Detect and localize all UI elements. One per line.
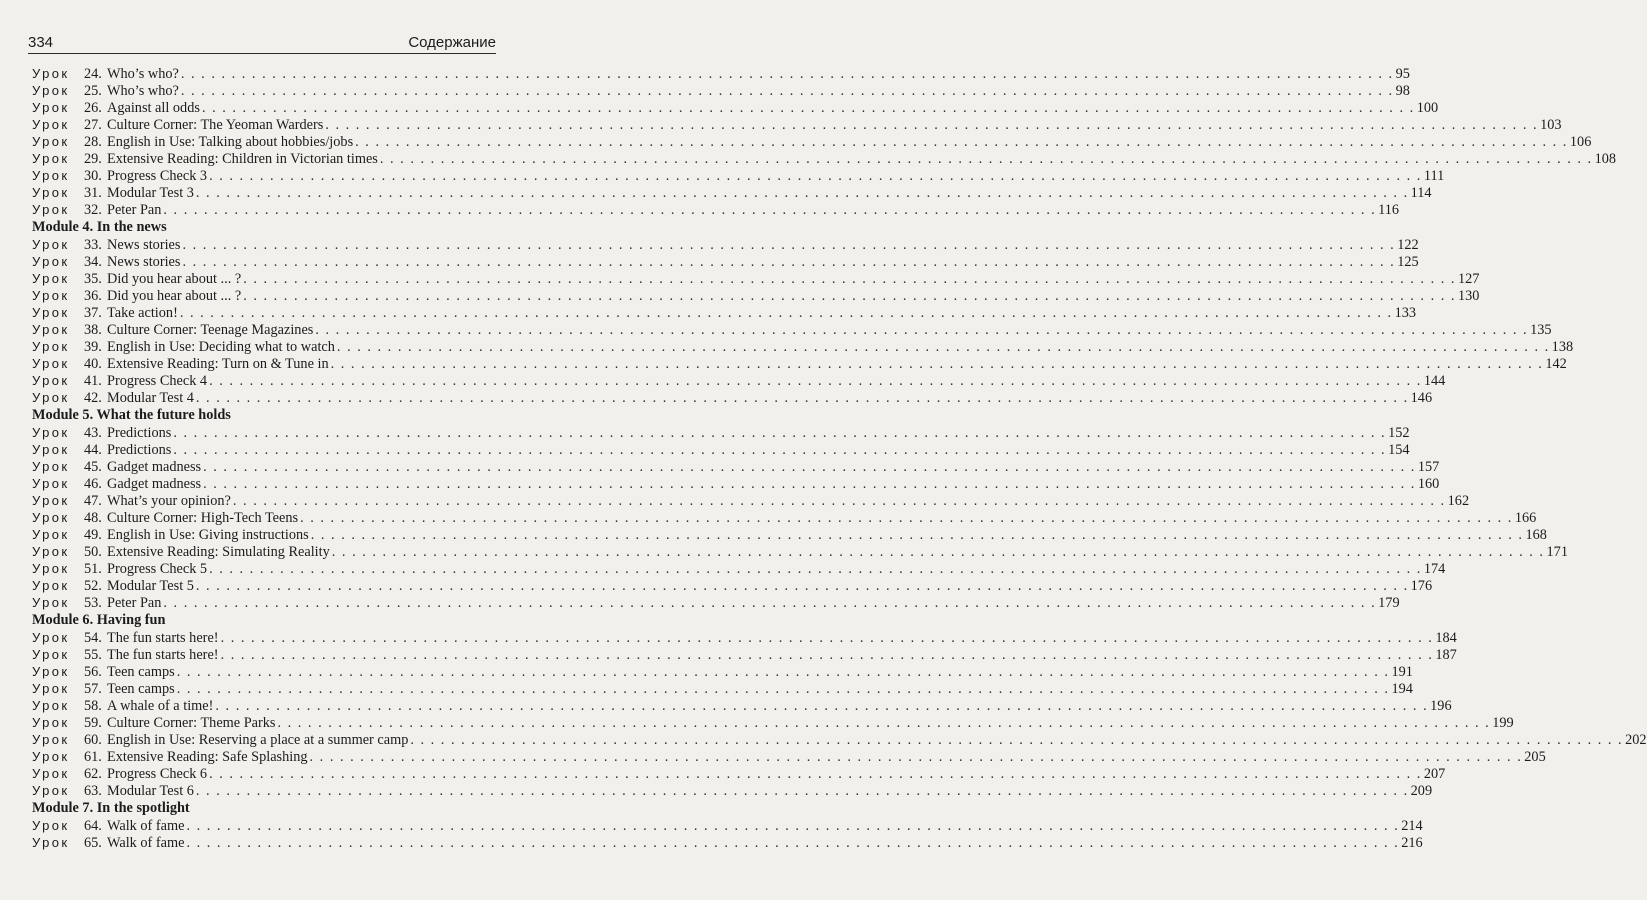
toc-entry: [32, 629, 1457, 646]
lesson-word-label: Урок: [32, 322, 70, 337]
lesson-word-label: Урок: [32, 510, 70, 525]
dot-leader: . . . . . . . . . . . . . . . . . . . . . . . . . . . . . . . . . . . . . . . . . . . . . . . . . . . . . . . . . . . . . . . . . . . . . . . . . . . . . . . . . . . . . . . . . . . . . . . . . . . . . . . . . . . . . . . . . . . . . . . .: [410, 732, 1624, 748]
toc-entry: [32, 458, 1440, 475]
lesson-number: 49.: [84, 527, 102, 543]
lesson-title: Did you hear about ... ?: [107, 288, 242, 304]
lesson-number: 55.: [84, 647, 102, 663]
lesson-title: Gadget madness: [107, 459, 202, 475]
toc-entry: [32, 543, 1568, 560]
lesson-number: 32.: [84, 202, 102, 218]
lesson-number: 57.: [84, 681, 102, 697]
lesson-title: News stories: [107, 254, 181, 270]
toc-entry: [32, 663, 1413, 680]
lesson-title: Take action!: [107, 305, 178, 321]
lesson-title: Modular Test 6: [107, 783, 194, 799]
module-heading: Module 7. In the spotlight: [32, 800, 190, 816]
dot-leader: . . . . . . . . . . . . . . . . . . . . . . . . . . . . . . . . . . . . . . . . . . . . . . . . . . . . . . . . . . . . . . . . . . . . . . . . . . . . . . . . . . . . . . . . . . . . . . . . . . . . . . . . . . . . . . . . . . . . . . . .: [186, 818, 1400, 834]
dot-leader: . . . . . . . . . . . . . . . . . . . . . . . . . . . . . . . . . . . . . . . . . . . . . . . . . . . . . . . . . . . . . . . . . . . . . . . . . . . . . . . . . . . . . . . . . . . . . . . . . . . . . . . . . . . . . . . . . . . . . . . .: [215, 698, 1429, 714]
lesson-page-number: 111: [1423, 168, 1445, 184]
dot-leader: . . . . . . . . . . . . . . . . . . . . . . . . . . . . . . . . . . . . . . . . . . . . . . . . . . . . . . . . . . . . . . . . . . . . . . . . . . . . . . . . . . . . . . . . . . . . . . . . . . . . . . . . . . . . . . . . . . . . . . . .: [310, 527, 1524, 543]
lesson-number: 43.: [84, 425, 102, 441]
lesson-title: English in Use: Talking about hobbies/jobs: [107, 134, 354, 150]
lesson-number: 40.: [84, 356, 102, 372]
lesson-word-label: Урок: [32, 254, 70, 269]
lesson-word-label: Урок: [32, 630, 70, 645]
lesson-number: 29.: [84, 151, 102, 167]
lesson-page-number: 194: [1391, 681, 1413, 697]
lesson-word-label: Урок: [32, 390, 70, 405]
lesson-page-number: 103: [1540, 117, 1562, 133]
lesson-word-label: Урок: [32, 356, 70, 371]
lesson-title: What’s your opinion?: [107, 493, 231, 509]
dot-leader: . . . . . . . . . . . . . . . . . . . . . . . . . . . . . . . . . . . . . . . . . . . . . . . . . . . . . . . . . . . . . . . . . . . . . . . . . . . . . . . . . . . . . . . . . . . . . . . . . . . . . . . . . . . . . . . . . . . . . . . .: [195, 578, 1409, 594]
lesson-word-label: Урок: [32, 202, 70, 217]
lesson-page-number: 157: [1417, 459, 1440, 475]
lesson-title: Extensive Reading: Children in Victorian times: [107, 151, 378, 167]
lesson-title: Modular Test 4: [107, 390, 194, 406]
toc-entry: [32, 167, 1445, 184]
toc-entry: [32, 372, 1446, 389]
lesson-word-label: Урок: [32, 749, 70, 764]
lesson-page-number: 174: [1423, 561, 1446, 577]
lesson-title: Progress Check 4: [107, 373, 208, 389]
lesson-word-label: Урок: [32, 578, 70, 593]
toc-entry: [32, 765, 1446, 782]
dot-leader: . . . . . . . . . . . . . . . . . . . . . . . . . . . . . . . . . . . . . . . . . . . . . . . . . . . . . . . . . . . . . . . . . . . . . . . . . . . . . . . . . . . . . . . . . . . . . . . . . . . . . . . . . . . . . . . . . . . . . . . .: [243, 271, 1456, 287]
lesson-title: Predictions: [107, 442, 172, 458]
lesson-title: Gadget madness: [107, 476, 202, 492]
lesson-word-label: Урок: [32, 83, 70, 98]
lesson-number: 54.: [84, 630, 102, 646]
running-title: Содержание: [408, 34, 496, 51]
lesson-title: Walk of fame: [107, 818, 185, 834]
lesson-title: Culture Corner: High-Tech Teens: [107, 510, 299, 526]
lesson-page-number: 176: [1410, 578, 1433, 594]
lesson-number: 42.: [84, 390, 102, 406]
lesson-page-number: 114: [1410, 185, 1432, 201]
lesson-number: 56.: [84, 664, 102, 680]
lesson-title: Walk of fame: [107, 835, 185, 851]
lesson-title: News stories: [107, 237, 181, 253]
lesson-word-label: Урок: [32, 271, 70, 286]
lesson-page-number: 98: [1395, 83, 1410, 99]
lesson-title: Extensive Reading: Safe Splashing: [107, 749, 308, 765]
dot-leader: . . . . . . . . . . . . . . . . . . . . . . . . . . . . . . . . . . . . . . . . . . . . . . . . . . . . . . . . . . . . . . . . . . . . . . . . . . . . . . . . . . . . . . . . . . . . . . . . . . . . . . . . . . . . . . . . . . . . . . . .: [331, 544, 1545, 560]
toc-entry: [32, 99, 1439, 116]
lesson-number: 58.: [84, 698, 102, 714]
lesson-title: Teen camps: [107, 664, 175, 680]
lesson-number: 61.: [84, 749, 102, 765]
lesson-page-number: 199: [1492, 715, 1514, 731]
lesson-number: 35.: [84, 271, 102, 287]
lesson-word-label: Урок: [32, 305, 70, 320]
dot-leader: . . . . . . . . . . . . . . . . . . . . . . . . . . . . . . . . . . . . . . . . . . . . . . . . . . . . . . . . . . . . . . . . . . . . . . . . . . . . . . . . . . . . . . . . . . . . . . . . . . . . . . . . . . . . . . . . . . . . . . . .: [195, 390, 1409, 406]
dot-leader: . . . . . . . . . . . . . . . . . . . . . . . . . . . . . . . . . . . . . . . . . . . . . . . . . . . . . . . . . . . . . . . . . . . . . . . . . . . . . . . . . . . . . . . . . . . . . . . . . . . . . . . . . . . . . . . . . . . . . . . .: [203, 459, 1416, 475]
lesson-title: Predictions: [107, 425, 172, 441]
lesson-page-number: 179: [1378, 595, 1400, 611]
lesson-number: 34.: [84, 254, 102, 270]
toc-entry: [32, 475, 1440, 492]
lesson-number: 65.: [84, 835, 102, 851]
toc-entry: [32, 817, 1423, 834]
page-header: [28, 33, 496, 54]
lesson-title: Peter Pan: [107, 202, 162, 218]
lesson-word-label: Урок: [32, 442, 70, 457]
dot-leader: . . . . . . . . . . . . . . . . . . . . . . . . . . . . . . . . . . . . . . . . . . . . . . . . . . . . . . . . . . . . . . . . . . . . . . . . . . . . . . . . . . . . . . . . . . . . . . . . . . . . . . . . . . . . . . . . . . . . . . . .: [379, 151, 1593, 167]
toc-entry: [32, 680, 1413, 697]
lesson-page-number: 95: [1395, 66, 1410, 82]
lesson-page-number: 100: [1416, 100, 1439, 116]
dot-leader: . . . . . . . . . . . . . . . . . . . . . . . . . . . . . . . . . . . . . . . . . . . . . . . . . . . . . . . . . . . . . . . . . . . . . . . . . . . . . . . . . . . . . . . . . . . . . . . . . . . . . . . . . . . . . . . . . . . . . . . .: [355, 134, 1568, 150]
dot-leader: . . . . . . . . . . . . . . . . . . . . . . . . . . . . . . . . . . . . . . . . . . . . . . . . . . . . . . . . . . . . . . . . . . . . . . . . . . . . . . . . . . . . . . . . . . . . . . . . . . . . . . . . . . . . . . . . . . . . . . . .: [220, 630, 1434, 646]
dot-leader: . . . . . . . . . . . . . . . . . . . . . . . . . . . . . . . . . . . . . . . . . . . . . . . . . . . . . . . . . . . . . . . . . . . . . . . . . . . . . . . . . . . . . . . . . . . . . . . . . . . . . . . . . . . . . . . . . . . . . . . .: [182, 254, 1396, 270]
lesson-word-label: Урок: [32, 237, 70, 252]
lesson-word-label: Урок: [32, 100, 70, 115]
lesson-page-number: 171: [1546, 544, 1568, 560]
toc-entry: [32, 560, 1446, 577]
dot-leader: . . . . . . . . . . . . . . . . . . . . . . . . . . . . . . . . . . . . . . . . . . . . . . . . . . . . . . . . . . . . . . . . . . . . . . . . . . . . . . . . . . . . . . . . . . . . . . . . . . . . . . . . . . . . . . . . . . . . . . . .: [220, 647, 1434, 663]
page-number: 334: [28, 34, 54, 51]
lesson-number: 41.: [84, 373, 102, 389]
toc-entry: [32, 577, 1433, 594]
toc-entry: [32, 287, 1480, 304]
lesson-page-number: 138: [1551, 339, 1574, 355]
dot-leader: . . . . . . . . . . . . . . . . . . . . . . . . . . . . . . . . . . . . . . . . . . . . . . . . . . . . . . . . . . . . . . . . . . . . . . . . . . . . . . . . . . . . . . . . . . . . . . . . . . . . . . . . . . . . . . . . . . . . . . . .: [209, 373, 1422, 389]
table-of-contents: [32, 65, 1647, 851]
dot-leader: . . . . . . . . . . . . . . . . . . . . . . . . . . . . . . . . . . . . . . . . . . . . . . . . . . . . . . . . . . . . . . . . . . . . . . . . . . . . . . . . . . . . . . . . . . . . . . . . . . . . . . . . . . . . . . . . . . . . . . . .: [176, 664, 1390, 680]
toc-entry: [32, 594, 1400, 611]
lesson-word-label: Урок: [32, 425, 70, 440]
lesson-word-label: Урок: [32, 698, 70, 713]
lesson-number: 28.: [84, 134, 102, 150]
lesson-page-number: 162: [1447, 493, 1470, 509]
lesson-title: Who’s who?: [107, 83, 179, 99]
toc-entry: [32, 236, 1419, 253]
lesson-word-label: Урок: [32, 476, 70, 491]
lesson-page-number: 184: [1435, 630, 1457, 646]
lesson-number: 63.: [84, 783, 102, 799]
dot-leader: . . . . . . . . . . . . . . . . . . . . . . . . . . . . . . . . . . . . . . . . . . . . . . . . . . . . . . . . . . . . . . . . . . . . . . . . . . . . . . . . . . . . . . . . . . . . . . . . . . . . . . . . . . . . . . . . . . . . . . . .: [209, 766, 1422, 782]
dot-leader: . . . . . . . . . . . . . . . . . . . . . . . . . . . . . . . . . . . . . . . . . . . . . . . . . . . . . . . . . . . . . . . . . . . . . . . . . . . . . . . . . . . . . . . . . . . . . . . . . . . . . . . . . . . . . . . . . . . . . . . .: [330, 356, 1544, 372]
toc-entry: [32, 492, 1470, 509]
toc-entry: [32, 65, 1410, 82]
lesson-word-label: Урок: [32, 288, 70, 303]
lesson-title: Who’s who?: [107, 66, 179, 82]
toc-entry: [32, 338, 1574, 355]
module-heading: Module 5. What the future holds: [32, 407, 231, 423]
lesson-page-number: 154: [1388, 442, 1410, 458]
toc-entry: [32, 748, 1546, 765]
toc-entry: [32, 253, 1419, 270]
lesson-title: Progress Check 6: [107, 766, 208, 782]
lesson-title: English in Use: Giving instructions: [107, 527, 309, 543]
lesson-number: 37.: [84, 305, 102, 321]
toc-entry: [32, 355, 1567, 372]
lesson-title: Did you hear about ... ?: [107, 271, 242, 287]
lesson-page-number: 216: [1401, 835, 1423, 851]
lesson-title: Modular Test 5: [107, 578, 194, 594]
lesson-number: 27.: [84, 117, 102, 133]
toc-entry: [32, 782, 1433, 799]
lesson-number: 62.: [84, 766, 102, 782]
lesson-word-label: Урок: [32, 527, 70, 542]
lesson-number: 46.: [84, 476, 102, 492]
lesson-number: 53.: [84, 595, 102, 611]
toc-entry: [32, 646, 1457, 663]
lesson-page-number: 130: [1457, 288, 1480, 304]
lesson-number: 44.: [84, 442, 102, 458]
dot-leader: . . . . . . . . . . . . . . . . . . . . . . . . . . . . . . . . . . . . . . . . . . . . . . . . . . . . . . . . . . . . . . . . . . . . . . . . . . . . . . . . . . . . . . . . . . . . . . . . . . . . . . . . . . . . . . . . . . . . . . . .: [203, 476, 1416, 492]
toc-entry: [32, 270, 1480, 287]
dot-leader: . . . . . . . . . . . . . . . . . . . . . . . . . . . . . . . . . . . . . . . . . . . . . . . . . . . . . . . . . . . . . . . . . . . . . . . . . . . . . . . . . . . . . . . . . . . . . . . . . . . . . . . . . . . . . . . . . . . . . . . .: [232, 493, 1446, 509]
lesson-word-label: Урок: [32, 151, 70, 166]
toc-entry: [32, 731, 1647, 748]
lesson-word-label: Урок: [32, 664, 70, 679]
lesson-word-label: Урок: [32, 595, 70, 610]
dot-leader: . . . . . . . . . . . . . . . . . . . . . . . . . . . . . . . . . . . . . . . . . . . . . . . . . . . . . . . . . . . . . . . . . . . . . . . . . . . . . . . . . . . . . . . . . . . . . . . . . . . . . . . . . . . . . . . . . . . . . . . .: [300, 510, 1513, 526]
toc-entry: [32, 526, 1547, 543]
lesson-title: Teen camps: [107, 681, 175, 697]
lesson-page-number: 207: [1423, 766, 1446, 782]
lesson-number: 51.: [84, 561, 102, 577]
dot-leader: . . . . . . . . . . . . . . . . . . . . . . . . . . . . . . . . . . . . . . . . . . . . . . . . . . . . . . . . . . . . . . . . . . . . . . . . . . . . . . . . . . . . . . . . . . . . . . . . . . . . . . . . . . . . . . . . . . . . . . . .: [186, 835, 1400, 851]
lesson-page-number: 135: [1530, 322, 1552, 338]
toc-entry: [32, 133, 1592, 150]
lesson-page-number: 214: [1401, 818, 1423, 834]
lesson-number: 24.: [84, 66, 102, 82]
lesson-title: Modular Test 3: [107, 185, 194, 201]
dot-leader: . . . . . . . . . . . . . . . . . . . . . . . . . . . . . . . . . . . . . . . . . . . . . . . . . . . . . . . . . . . . . . . . . . . . . . . . . . . . . . . . . . . . . . . . . . . . . . . . . . . . . . . . . . . . . . . . . . . . . . . .: [243, 288, 1456, 304]
dot-leader: . . . . . . . . . . . . . . . . . . . . . . . . . . . . . . . . . . . . . . . . . . . . . . . . . . . . . . . . . . . . . . . . . . . . . . . . . . . . . . . . . . . . . . . . . . . . . . . . . . . . . . . . . . . . . . . . . . . . . . . .: [173, 425, 1387, 441]
dot-leader: . . . . . . . . . . . . . . . . . . . . . . . . . . . . . . . . . . . . . . . . . . . . . . . . . . . . . . . . . . . . . . . . . . . . . . . . . . . . . . . . . . . . . . . . . . . . . . . . . . . . . . . . . . . . . . . . . . . . . . . .: [336, 339, 1550, 355]
dot-leader: . . . . . . . . . . . . . . . . . . . . . . . . . . . . . . . . . . . . . . . . . . . . . . . . . . . . . . . . . . . . . . . . . . . . . . . . . . . . . . . . . . . . . . . . . . . . . . . . . . . . . . . . . . . . . . . . . . . . . . . .: [195, 783, 1409, 799]
lesson-number: 59.: [84, 715, 102, 731]
lesson-word-label: Урок: [32, 732, 70, 747]
lesson-number: 26.: [84, 100, 102, 116]
dot-leader: . . . . . . . . . . . . . . . . . . . . . . . . . . . . . . . . . . . . . . . . . . . . . . . . . . . . . . . . . . . . . . . . . . . . . . . . . . . . . . . . . . . . . . . . . . . . . . . . . . . . . . . . . . . . . . . . . . . . . . . .: [163, 202, 1377, 218]
lesson-word-label: Урок: [32, 783, 70, 798]
lesson-number: 38.: [84, 322, 102, 338]
dot-leader: . . . . . . . . . . . . . . . . . . . . . . . . . . . . . . . . . . . . . . . . . . . . . . . . . . . . . . . . . . . . . . . . . . . . . . . . . . . . . . . . . . . . . . . . . . . . . . . . . . . . . . . . . . . . . . . . . . . . . . . .: [182, 237, 1396, 253]
module-heading: Module 6. Having fun: [32, 612, 166, 628]
dot-leader: . . . . . . . . . . . . . . . . . . . . . . . . . . . . . . . . . . . . . . . . . . . . . . . . . . . . . . . . . . . . . . . . . . . . . . . . . . . . . . . . . . . . . . . . . . . . . . . . . . . . . . . . . . . . . . . . . . . . . . . .: [173, 442, 1387, 458]
dot-leader: . . . . . . . . . . . . . . . . . . . . . . . . . . . . . . . . . . . . . . . . . . . . . . . . . . . . . . . . . . . . . . . . . . . . . . . . . . . . . . . . . . . . . . . . . . . . . . . . . . . . . . . . . . . . . . . . . . . . . . . .: [209, 561, 1422, 577]
lesson-page-number: 127: [1457, 271, 1480, 287]
lesson-word-label: Урок: [32, 66, 70, 81]
lesson-word-label: Урок: [32, 544, 70, 559]
lesson-word-label: Урок: [32, 647, 70, 662]
lesson-title: Culture Corner: Teenage Magazines: [107, 322, 314, 338]
lesson-page-number: 133: [1394, 305, 1417, 321]
lesson-title: Culture Corner: The Yeoman Warders: [107, 117, 324, 133]
dot-leader: . . . . . . . . . . . . . . . . . . . . . . . . . . . . . . . . . . . . . . . . . . . . . . . . . . . . . . . . . . . . . . . . . . . . . . . . . . . . . . . . . . . . . . . . . . . . . . . . . . . . . . . . . . . . . . . . . . . . . . . .: [309, 749, 1523, 765]
toc-entry: [32, 424, 1410, 441]
dot-leader: . . . . . . . . . . . . . . . . . . . . . . . . . . . . . . . . . . . . . . . . . . . . . . . . . . . . . . . . . . . . . . . . . . . . . . . . . . . . . . . . . . . . . . . . . . . . . . . . . . . . . . . . . . . . . . . . . . . . . . . .: [163, 595, 1377, 611]
lesson-number: 45.: [84, 459, 102, 475]
lesson-number: 47.: [84, 493, 102, 509]
dot-leader: . . . . . . . . . . . . . . . . . . . . . . . . . . . . . . . . . . . . . . . . . . . . . . . . . . . . . . . . . . . . . . . . . . . . . . . . . . . . . . . . . . . . . . . . . . . . . . . . . . . . . . . . . . . . . . . . . . . . . . . .: [201, 100, 1415, 116]
lesson-word-label: Урок: [32, 134, 70, 149]
lesson-page-number: 142: [1545, 356, 1567, 372]
lesson-page-number: 108: [1594, 151, 1617, 167]
lesson-page-number: 209: [1410, 783, 1433, 799]
lesson-number: 36.: [84, 288, 102, 304]
toc-entry: [32, 697, 1452, 714]
lesson-word-label: Урок: [32, 493, 70, 508]
lesson-page-number: 122: [1397, 237, 1419, 253]
lesson-number: 39.: [84, 339, 102, 355]
lesson-page-number: 191: [1391, 664, 1413, 680]
toc-entry: [32, 321, 1552, 338]
toc-entry: [32, 441, 1410, 458]
lesson-title: Extensive Reading: Turn on & Tune in: [107, 356, 329, 372]
lesson-page-number: 168: [1525, 527, 1547, 543]
lesson-word-label: Урок: [32, 185, 70, 200]
dot-leader: . . . . . . . . . . . . . . . . . . . . . . . . . . . . . . . . . . . . . . . . . . . . . . . . . . . . . . . . . . . . . . . . . . . . . . . . . . . . . . . . . . . . . . . . . . . . . . . . . . . . . . . . . . . . . . . . . . . . . . . .: [176, 681, 1390, 697]
lesson-page-number: 152: [1388, 425, 1410, 441]
lesson-number: 50.: [84, 544, 102, 560]
lesson-number: 25.: [84, 83, 102, 99]
toc-entry: [32, 304, 1417, 321]
lesson-title: Peter Pan: [107, 595, 162, 611]
dot-leader: . . . . . . . . . . . . . . . . . . . . . . . . . . . . . . . . . . . . . . . . . . . . . . . . . . . . . . . . . . . . . . . . . . . . . . . . . . . . . . . . . . . . . . . . . . . . . . . . . . . . . . . . . . . . . . . . . . . . . . . .: [179, 305, 1393, 321]
lesson-number: 30.: [84, 168, 102, 184]
lesson-number: 52.: [84, 578, 102, 594]
lesson-title: The fun starts here!: [107, 647, 219, 663]
lesson-title: Progress Check 5: [107, 561, 208, 577]
lesson-title: English in Use: Deciding what to watch: [107, 339, 335, 355]
lesson-word-label: Урок: [32, 818, 70, 833]
dot-leader: . . . . . . . . . . . . . . . . . . . . . . . . . . . . . . . . . . . . . . . . . . . . . . . . . . . . . . . . . . . . . . . . . . . . . . . . . . . . . . . . . . . . . . . . . . . . . . . . . . . . . . . . . . . . . . . . . . . . . . . .: [277, 715, 1491, 731]
lesson-page-number: 202: [1625, 732, 1647, 748]
lesson-page-number: 205: [1524, 749, 1546, 765]
lesson-title: Against all odds: [107, 100, 200, 116]
lesson-word-label: Урок: [32, 835, 70, 850]
lesson-word-label: Урок: [32, 373, 70, 388]
toc-entry: [32, 389, 1433, 406]
lesson-word-label: Урок: [32, 339, 70, 354]
lesson-title: A whale of a time!: [107, 698, 214, 714]
module-heading: Module 4. In the news: [32, 219, 167, 235]
lesson-page-number: 116: [1378, 202, 1400, 218]
toc-entry: [32, 82, 1410, 99]
dot-leader: . . . . . . . . . . . . . . . . . . . . . . . . . . . . . . . . . . . . . . . . . . . . . . . . . . . . . . . . . . . . . . . . . . . . . . . . . . . . . . . . . . . . . . . . . . . . . . . . . . . . . . . . . . . . . . . . . . . . . . . .: [180, 66, 1394, 82]
lesson-page-number: 144: [1423, 373, 1446, 389]
lesson-number: 48.: [84, 510, 102, 526]
lesson-page-number: 160: [1417, 476, 1440, 492]
lesson-title: Extensive Reading: Simulating Reality: [107, 544, 330, 560]
lesson-number: 33.: [84, 237, 102, 253]
lesson-word-label: Урок: [32, 561, 70, 576]
dot-leader: . . . . . . . . . . . . . . . . . . . . . . . . . . . . . . . . . . . . . . . . . . . . . . . . . . . . . . . . . . . . . . . . . . . . . . . . . . . . . . . . . . . . . . . . . . . . . . . . . . . . . . . . . . . . . . . . . . . . . . . .: [315, 322, 1529, 338]
lesson-word-label: Урок: [32, 681, 70, 696]
toc-entry: [32, 116, 1562, 133]
dot-leader: . . . . . . . . . . . . . . . . . . . . . . . . . . . . . . . . . . . . . . . . . . . . . . . . . . . . . . . . . . . . . . . . . . . . . . . . . . . . . . . . . . . . . . . . . . . . . . . . . . . . . . . . . . . . . . . . . . . . . . . .: [325, 117, 1539, 133]
lesson-page-number: 106: [1569, 134, 1592, 150]
lesson-word-label: Урок: [32, 766, 70, 781]
lesson-page-number: 166: [1514, 510, 1537, 526]
lesson-word-label: Урок: [32, 715, 70, 730]
lesson-page-number: 125: [1397, 254, 1419, 270]
lesson-word-label: Урок: [32, 117, 70, 132]
dot-leader: . . . . . . . . . . . . . . . . . . . . . . . . . . . . . . . . . . . . . . . . . . . . . . . . . . . . . . . . . . . . . . . . . . . . . . . . . . . . . . . . . . . . . . . . . . . . . . . . . . . . . . . . . . . . . . . . . . . . . . . .: [209, 168, 1422, 184]
lesson-title: Progress Check 3: [107, 168, 208, 184]
lesson-number: 31.: [84, 185, 102, 201]
toc-entry: [32, 201, 1400, 218]
toc-entry: [32, 714, 1514, 731]
lesson-word-label: Урок: [32, 459, 70, 474]
lesson-page-number: 196: [1430, 698, 1452, 714]
lesson-number: 64.: [84, 818, 102, 834]
lesson-title: English in Use: Reserving a place at a summer camp: [107, 732, 409, 748]
lesson-title: The fun starts here!: [107, 630, 219, 646]
toc-entry: [32, 150, 1617, 167]
lesson-title: Culture Corner: Theme Parks: [107, 715, 276, 731]
lesson-word-label: Урок: [32, 168, 70, 183]
lesson-number: 60.: [84, 732, 102, 748]
lesson-page-number: 146: [1410, 390, 1433, 406]
toc-entry: [32, 834, 1423, 851]
lesson-page-number: 187: [1435, 647, 1457, 663]
dot-leader: . . . . . . . . . . . . . . . . . . . . . . . . . . . . . . . . . . . . . . . . . . . . . . . . . . . . . . . . . . . . . . . . . . . . . . . . . . . . . . . . . . . . . . . . . . . . . . . . . . . . . . . . . . . . . . . . . . . . . . . .: [195, 185, 1409, 201]
toc-entry: [32, 509, 1537, 526]
toc-entry: [32, 184, 1432, 201]
dot-leader: . . . . . . . . . . . . . . . . . . . . . . . . . . . . . . . . . . . . . . . . . . . . . . . . . . . . . . . . . . . . . . . . . . . . . . . . . . . . . . . . . . . . . . . . . . . . . . . . . . . . . . . . . . . . . . . . . . . . . . . .: [180, 83, 1394, 99]
